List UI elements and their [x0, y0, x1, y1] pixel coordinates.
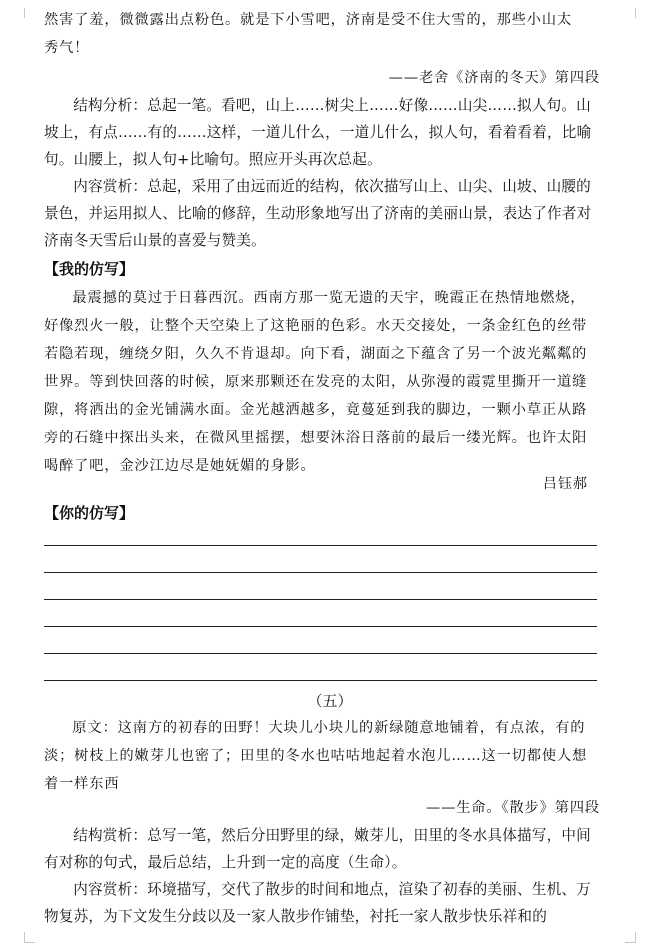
crop-mark-bottom-right [625, 932, 636, 943]
writing-line-3[interactable] [44, 599, 597, 600]
your-imitation-heading: 【你的仿写】 [44, 504, 135, 522]
my-imitation-heading: 【我的仿写】 [44, 260, 135, 278]
crop-mark-bottom-left [24, 932, 35, 943]
content-appreciation-2: 内容赏析：环境描写，交代了散步的时间和地点，渲染了初春的美丽、生机、万物复苏，为下文发生分歧以及一家人散步作铺垫，衬托一家人散步快乐祥和的 [44, 881, 591, 925]
structure-appreciation: 结构赏析：总写一笔，然后分田野里的绿，嫩芽儿，田里的冬水具体描写，中间有对称的句式，最后总结，上升到一定的高度（生命）。 [44, 827, 591, 871]
imitation-author: 吕钰郝 [542, 476, 588, 492]
writing-line-6[interactable] [44, 680, 597, 681]
writing-line-4[interactable] [44, 626, 597, 627]
structure-analysis: 结构分析：总起一笔。看吧，山上……树尖上……好像……山尖……拟人句。山坡上，有点……有的……这样，一道儿什么，一道儿什么，拟人句，看着看着，比喻句。山腰上，拟人句+比喻句。照应开头再次总起。 [44, 97, 592, 168]
writing-line-2[interactable] [44, 572, 597, 573]
passage-line-2: 秀气！ [44, 40, 90, 56]
writing-line-5[interactable] [44, 653, 597, 654]
original-source: ——生命。《散步》第四段 [426, 800, 600, 816]
my-imitation-text: 最震撼的莫过于日暮西沉。西南方那一览无遗的天宇，晚霞正在热情地燃烧，好像烈火一般，让整个天空染上了这艳丽的色彩。水天交接处，一条金红色的丝带若隐若现，缠绕夕阳，久久不肯退却。向下看，湖面之下蕴含了另一个波光粼粼的世界。等到快回落的时候，原来那颗还在发亮的太阳，从弥漫的霞霓里撕开一道缝隙，将洒出的金光铺满水面。金光越洒越多，竟蔓延到我的脚边，一颗小草正从路旁的石缝中探出头来，在微风里摇摆，想要沐浴日落前的最后一缕光辉。也许太阳喝醉了吧，金沙江边尽是她妩媚的身影。 [44, 290, 588, 474]
original-text: 原文：这南方的初春的田野！大块儿小块儿的新绿随意地铺着，有点浓，有的淡；树枝上的嫩芽儿也密了；田里的冬水也咕咕地起着水泡儿……这一切都使人想着一样东西 [44, 720, 588, 792]
passage-source: ——老舍《济南的冬天》第四段 [388, 70, 600, 86]
passage-line-1: 然害了羞，微微露出点粉色。就是下小雪吧，济南是受不住大雪的，那些小山太 [44, 12, 573, 28]
content-appreciation: 内容赏析：总起，采用了由远而近的结构，依次描写山上、山尖、山坡、山腰的景色，并运用拟人、比喻的修辞，生动形象地写出了济南的美丽山景，表达了作者对济南冬天雪后山景的喜爱与赞美。 [44, 178, 592, 249]
section-number: （五） [307, 692, 353, 710]
crop-mark-top-right [625, 8, 636, 18]
writing-line-1[interactable] [44, 545, 597, 546]
crop-mark-top-left [24, 8, 35, 18]
